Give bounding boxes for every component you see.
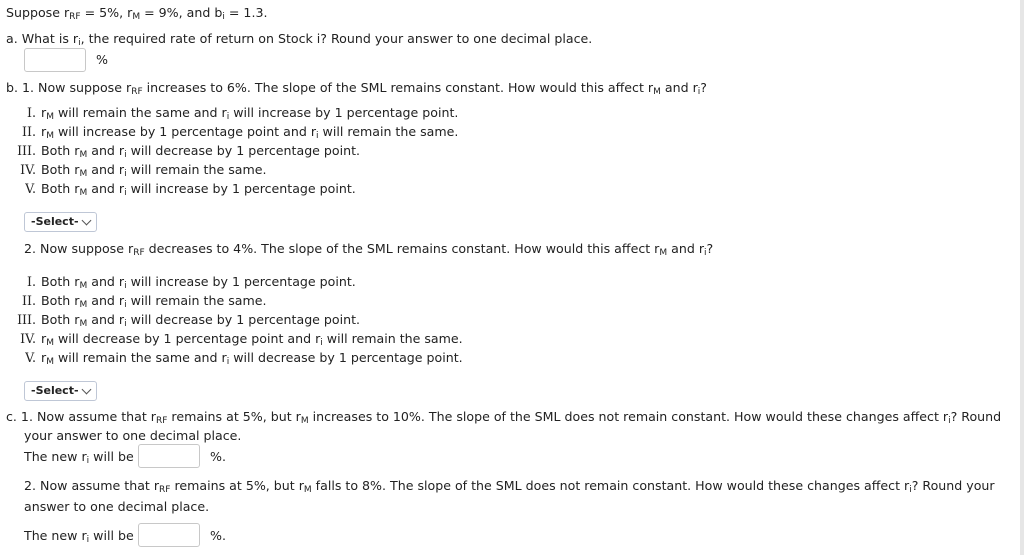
question-c2-line1: 2. Now assume that $r_{RF}$ remains at 5%, but $r_M$ falls to 8%. The slope of the SML does not remain constant. How would these changes affect $r_i$? Round your: [24, 478, 995, 495]
b2-option-5: V. $r_M$ will remain the same and $r_i$ will decrease by 1 percentage point.: [25, 350, 463, 367]
answer-c2-input[interactable]: [138, 523, 200, 547]
c1-answer-label: The new $r_i$ will be: [24, 449, 134, 466]
answer-c1-unit: %.: [210, 449, 226, 464]
b1-answer-select[interactable]: -Select-: [24, 212, 97, 232]
b1-option-1: I. $r_M$ will remain the same and $r_i$ will increase by 1 percentage point.: [27, 105, 459, 122]
chevron-down-icon: [82, 385, 92, 395]
question-c2-line2: answer to one decimal place.: [24, 499, 210, 514]
question-c1-line2: your answer to one decimal place.: [24, 428, 242, 443]
question-c1-line1: c. 1. Now assume that $r_{RF}$ remains at 5%, but $r_M$ increases to 10%. The slope of the SML does not remain constant. How would these changes affect $r_i$? Round: [6, 409, 1002, 426]
c2-answer-label: The new $r_i$ will be: [24, 528, 134, 545]
b2-option-3: III. Both $r_M$ and $r_i$ will decrease by 1 percentage point.: [17, 312, 361, 329]
b2-answer-select[interactable]: -Select-: [24, 381, 97, 401]
b1-option-4: IV. Both $r_M$ and $r_i$ will remain the same.: [20, 162, 267, 179]
b2-option-2: II. Both $r_M$ and $r_i$ will remain the same.: [22, 293, 267, 310]
page-right-border: [1020, 0, 1024, 555]
b1-option-5: V. Both $r_M$ and $r_i$ will increase by 1 percentage point.: [25, 181, 356, 198]
answer-a-input[interactable]: [24, 48, 86, 72]
b1-option-3: III. Both $r_M$ and $r_i$ will decrease by 1 percentage point.: [17, 143, 361, 160]
b2-option-4: IV. $r_M$ will decrease by 1 percentage point and $r_i$ will remain the same.: [20, 331, 463, 348]
b2-option-1: I. Both $r_M$ and $r_i$ will increase by 1 percentage point.: [27, 274, 356, 291]
question-b1: b. 1. Now suppose $r_{RF}$ increases to 6%. The slope of the SML remains constant. How would this affect $r_M$ and $r_i$?: [6, 80, 707, 97]
answer-c1-input[interactable]: [138, 444, 200, 468]
answer-a-unit: %: [96, 52, 108, 67]
question-b2: 2. Now suppose $r_{RF}$ decreases to 4%. The slope of the SML remains constant. How would this affect $r_M$ and $r_i$?: [24, 241, 714, 258]
b1-option-2: II. $r_M$ will increase by 1 percentage point and $r_i$ will remain the same.: [22, 124, 459, 141]
intro-text: Suppose $r_{RF} = 5\%$, $r_M = 9\%$, and $b_i = 1.3$.: [6, 5, 268, 22]
question-a: a. What is $r_i$, the required rate of return on Stock i? Round your answer to one decimal place.: [6, 31, 593, 48]
chevron-down-icon: [82, 216, 92, 226]
answer-c2-unit: %.: [210, 528, 226, 543]
